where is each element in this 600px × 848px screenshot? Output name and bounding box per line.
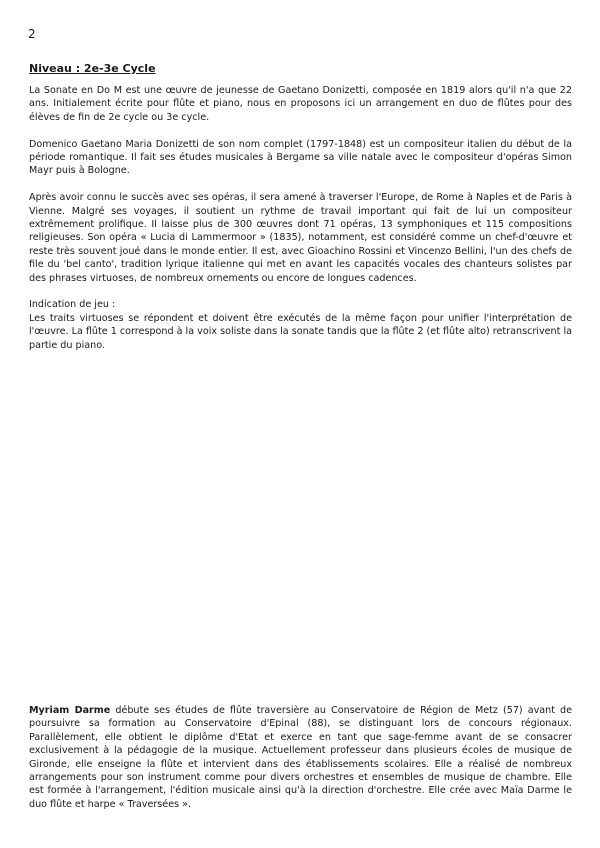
play-indication-text: Les traits virtuoses se répondent et doivent être exécutés de la même façon pour unifier l'interprétation de l'œuvre. La flûte 1 correspond à la voix soliste dans la sonate tandis que la flûte 2 (et flûte alto) retranscrivent la partie du piano. [29, 312, 572, 351]
arranger-bio-text: débute ses études de flûte traversière au Conservatoire de Région de Metz (57) avant de poursuivre sa formation au Conservatoire d'Epinal (88), se distinguant lors de concours régionaux. Parallèlement, elle obtient le diplôme d'Etat et exerce en tant que sage-femme avant de se consacrer exclusivement à la pédagogie de la musique. Actuellement professeur dans plusieurs écoles de musique de Gironde, elle enseigne la flûte et intervient dans des établissements scolaires. Elle a réalisé de nombreux arrangements pour son instrument comme pour divers orchestres et ensembles de musique de chambre. Elle est formée à l'arrangement, l'édition musicale ainsi qu'à la direction d'orchestre. Elle crée avec Maïa Darme le duo flûte et harpe « Traversées ». [29, 705, 572, 810]
arranger-bio [29, 704, 572, 811]
level-heading: Niveau : 2e-3e Cycle [29, 62, 156, 75]
main-text [29, 84, 572, 365]
intro-paragraph: La Sonate en Do M est une œuvre de jeunesse de Gaetano Donizetti, composée en 1819 alors qu'il n'a que 22 ans. Initialement écrite pour flûte et piano, nous en proposons ici un arrangement en duo de flûtes pour des élèves de fin de 2e cycle ou 3e cycle. [29, 85, 572, 123]
arranger-name: Myriam Darme [29, 705, 111, 716]
biography-paragraph: Domenico Gaetano Maria Donizetti de son nom complet (1797-1848) est un compositeur italien du début de la période romantique. Il fait ses études musicales à Bergame sa ville natale avec le compositeur d'opéras Simon Mayr puis à Bologne. [29, 138, 572, 177]
career-paragraph: Après avoir connu le succès avec ses opéras, il sera amené à traverser l'Europe, de Rome à Naples et de Paris à Vienne. Malgré ses voyages, il soutient un rythme de travail important qui fait de lui un compositeur extrêmement prolifique. Il laisse plus de 300 œuvres dont 71 opéras, 13 symphoniques et 115 compositions religieuses. Son opéra « Lucia di Lammermoor » (1835), notamment, est considéré comme un chef-d'œuvre et reste très souvent joué dans le monde entier. Il est, avec Gioachino Rossini et Vincenzo Bellini, l'un des chefs de file du 'bel canto', tradition lyrique italienne qui met en avant les capacités vocales des chanteurs solistes par des phrases virtuoses, de nombreux ornements ou encore de longues cadences. [29, 192, 572, 284]
play-indication-label: Indication de jeu : [29, 299, 116, 311]
page-number: 2 [28, 27, 36, 41]
